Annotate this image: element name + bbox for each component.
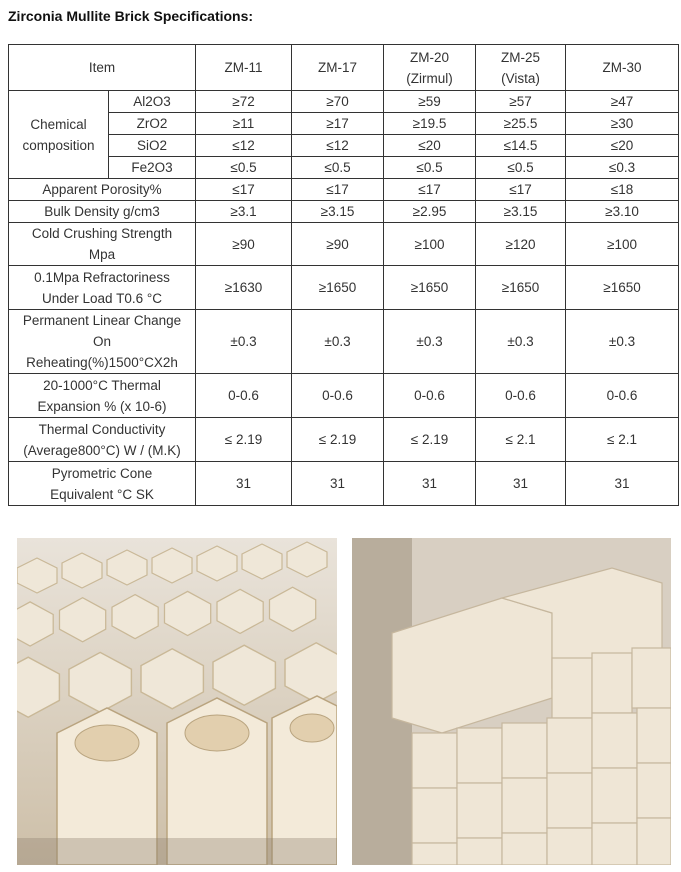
table-cell bbox=[292, 91, 384, 113]
cell-value: ≥59 bbox=[418, 94, 441, 109]
table-cell bbox=[566, 374, 679, 418]
table-cell bbox=[196, 201, 292, 223]
octagonal-bricks-photo bbox=[17, 538, 337, 865]
row-label-text: Equivalent °C SK bbox=[50, 486, 154, 502]
table-cell bbox=[292, 418, 384, 462]
row-label bbox=[109, 135, 196, 157]
cell-value: ≤17 bbox=[326, 182, 349, 197]
table-cell bbox=[476, 135, 566, 157]
table-cell bbox=[384, 223, 476, 266]
table-row bbox=[9, 223, 679, 266]
chemical-composition-label bbox=[9, 91, 109, 179]
grade-header bbox=[292, 45, 384, 91]
cell-value: ≥3.15 bbox=[320, 204, 355, 219]
table-cell bbox=[292, 135, 384, 157]
row-label bbox=[109, 113, 196, 135]
table-cell bbox=[566, 135, 679, 157]
cell-value: ≥30 bbox=[610, 116, 634, 131]
cell-value: ≤0.5 bbox=[324, 160, 351, 175]
cell-value: ±0.3 bbox=[507, 334, 534, 349]
cell-value: 0-0.6 bbox=[322, 388, 353, 403]
cell-value: 31 bbox=[236, 476, 252, 491]
row-label-text: On bbox=[93, 334, 112, 349]
chemical-label-line: Chemical bbox=[30, 116, 87, 132]
cell-value: ≥3.1 bbox=[230, 204, 257, 219]
cell-value: ≤14.5 bbox=[503, 138, 538, 153]
cell-value: ≤ 2.1 bbox=[607, 432, 637, 447]
cell-value: ≤12 bbox=[232, 138, 255, 153]
table-cell bbox=[476, 310, 566, 374]
cell-value: ≤ 2.1 bbox=[505, 432, 536, 447]
row-label-text: Permanent Linear Change bbox=[22, 313, 182, 328]
cell-value: ≤0.5 bbox=[230, 160, 257, 175]
cell-value: ±0.3 bbox=[416, 334, 443, 349]
table-cell bbox=[566, 418, 679, 462]
table-cell bbox=[566, 310, 679, 374]
table-cell bbox=[292, 179, 384, 201]
cell-value: ≥90 bbox=[326, 236, 349, 252]
row-label-text: Cold Crushing Strength bbox=[31, 226, 173, 241]
table-cell bbox=[196, 135, 292, 157]
row-label-text: Under Load T0.6 °C bbox=[42, 290, 162, 306]
grade-name: ZM-20 bbox=[410, 49, 450, 65]
cell-value: ≤17 bbox=[418, 182, 441, 197]
table-cell bbox=[196, 223, 292, 266]
grade-name: ZM-25 bbox=[501, 49, 541, 65]
cell-value: ≥72 bbox=[232, 94, 255, 109]
table-cell bbox=[384, 91, 476, 113]
row-label bbox=[9, 374, 196, 418]
table-row bbox=[9, 157, 679, 179]
cell-value: ≥11 bbox=[232, 116, 255, 131]
table-cell bbox=[476, 418, 566, 462]
row-label bbox=[109, 157, 196, 179]
cell-value: 31 bbox=[422, 476, 438, 491]
table-row bbox=[9, 310, 679, 374]
grade-subname: (Zirmul) bbox=[406, 70, 453, 86]
table-cell bbox=[384, 113, 476, 135]
cell-value: 0-0.6 bbox=[414, 388, 445, 403]
table-row bbox=[9, 374, 679, 418]
row-label-text: Al2O3 bbox=[133, 94, 171, 109]
table-cell bbox=[292, 374, 384, 418]
cell-value: ≥57 bbox=[509, 94, 532, 109]
specifications-table bbox=[8, 44, 679, 506]
table-cell bbox=[566, 179, 679, 201]
table-cell bbox=[476, 179, 566, 201]
row-label-text: (Average800°C) W / (M.K) bbox=[23, 442, 181, 458]
table-cell bbox=[566, 223, 679, 266]
table-cell bbox=[476, 266, 566, 310]
table-cell bbox=[292, 462, 384, 506]
table-cell bbox=[384, 179, 476, 201]
cell-value: ≤20 bbox=[610, 138, 634, 153]
stacked-bricks-photo bbox=[352, 538, 671, 865]
table-cell bbox=[196, 157, 292, 179]
row-label-text: Reheating(%)1500°CX2h bbox=[26, 355, 178, 370]
cell-value: ≥100 bbox=[414, 236, 445, 252]
table-cell bbox=[196, 113, 292, 135]
table-cell bbox=[384, 310, 476, 374]
table-cell bbox=[384, 157, 476, 179]
table-cell bbox=[196, 462, 292, 506]
cell-value: ≥2.95 bbox=[412, 204, 447, 219]
page-title: Zirconia Mullite Brick Specifications: bbox=[8, 8, 254, 24]
item-header-label: Item bbox=[88, 60, 116, 75]
cell-value: ≥1650 bbox=[603, 280, 641, 295]
table-cell bbox=[292, 310, 384, 374]
cell-value: 0-0.6 bbox=[606, 388, 638, 403]
row-label bbox=[9, 266, 196, 310]
table-cell bbox=[476, 462, 566, 506]
table-cell bbox=[292, 201, 384, 223]
cell-value: ≥120 bbox=[505, 236, 536, 252]
cell-value: ≤0.5 bbox=[507, 160, 534, 175]
grade-header bbox=[384, 45, 476, 91]
table-cell bbox=[292, 266, 384, 310]
table-cell bbox=[476, 113, 566, 135]
table-cell bbox=[476, 201, 566, 223]
table-cell bbox=[384, 201, 476, 223]
cell-value: ±0.3 bbox=[324, 334, 351, 349]
cell-value: ≤0.3 bbox=[608, 160, 636, 175]
table-row bbox=[9, 91, 679, 113]
table-cell bbox=[566, 462, 679, 506]
cell-value: ≥1650 bbox=[410, 280, 449, 295]
cell-value: 31 bbox=[330, 476, 346, 491]
row-label-text: ZrO2 bbox=[136, 116, 168, 131]
table-cell bbox=[292, 157, 384, 179]
row-label-text: 20-1000°C Thermal bbox=[43, 377, 161, 393]
cell-value: 0-0.6 bbox=[228, 388, 259, 403]
table-cell bbox=[476, 91, 566, 113]
row-label-text: Apparent Porosity% bbox=[42, 182, 162, 197]
table-row bbox=[9, 179, 679, 201]
cell-value: ≤12 bbox=[326, 138, 349, 153]
table-cell bbox=[476, 374, 566, 418]
cell-value: ±0.3 bbox=[608, 334, 636, 349]
table-row bbox=[9, 266, 679, 310]
cell-value: ≥17 bbox=[326, 116, 349, 131]
grade-header bbox=[196, 45, 292, 91]
grade-header bbox=[566, 45, 679, 91]
row-label bbox=[9, 179, 196, 201]
table-row bbox=[9, 113, 679, 135]
cell-value: 31 bbox=[614, 476, 630, 491]
row-label-text: SiO2 bbox=[137, 138, 168, 153]
table-cell bbox=[566, 266, 679, 310]
table-row bbox=[9, 201, 679, 223]
table-cell bbox=[476, 157, 566, 179]
row-label bbox=[9, 201, 196, 223]
table-cell bbox=[196, 179, 292, 201]
grade-name: ZM-17 bbox=[318, 60, 358, 75]
row-label-text: Expansion % (x 10-6) bbox=[37, 398, 167, 414]
grade-header bbox=[476, 45, 566, 91]
table-cell bbox=[566, 157, 679, 179]
table-cell bbox=[196, 266, 292, 310]
table-cell bbox=[476, 223, 566, 266]
table-row bbox=[9, 135, 679, 157]
cell-value: ≤ 2.19 bbox=[224, 432, 263, 447]
table-cell bbox=[384, 462, 476, 506]
row-label-text: Fe2O3 bbox=[131, 160, 173, 175]
table-cell bbox=[292, 223, 384, 266]
table-cell bbox=[384, 135, 476, 157]
table-cell bbox=[196, 418, 292, 462]
cell-value: 31 bbox=[513, 476, 529, 491]
cell-value: ≤17 bbox=[509, 182, 532, 197]
cell-value: ≥19.5 bbox=[412, 116, 447, 131]
chemical-label-line: composition bbox=[22, 137, 95, 153]
row-label-text: 0.1Mpa Refractoriness bbox=[34, 269, 170, 285]
table-cell bbox=[384, 418, 476, 462]
grade-subname: (Vista) bbox=[501, 70, 540, 86]
table-cell bbox=[566, 201, 679, 223]
table-cell bbox=[196, 310, 292, 374]
cell-value: ≥100 bbox=[607, 236, 637, 252]
table-row bbox=[9, 462, 679, 506]
row-label bbox=[9, 462, 196, 506]
cell-value: 0-0.6 bbox=[505, 388, 536, 403]
cell-value: ≥90 bbox=[232, 236, 255, 252]
cell-value: ≤ 2.19 bbox=[410, 432, 449, 447]
cell-value: ≤0.5 bbox=[416, 160, 443, 175]
row-label bbox=[9, 223, 196, 266]
cell-value: ≥1630 bbox=[224, 280, 263, 295]
item-header bbox=[9, 45, 196, 91]
table-cell bbox=[292, 113, 384, 135]
cell-value: ≤20 bbox=[418, 138, 441, 153]
cell-value: ≥3.10 bbox=[605, 204, 639, 219]
table-cell bbox=[196, 91, 292, 113]
row-label bbox=[9, 418, 196, 462]
row-label-text: Mpa bbox=[88, 247, 116, 262]
table-row bbox=[9, 418, 679, 462]
row-label-text: Bulk Density g/cm3 bbox=[44, 204, 160, 219]
table-cell bbox=[566, 113, 679, 135]
row-label bbox=[109, 91, 196, 113]
cell-value: ≥70 bbox=[326, 94, 349, 109]
cell-value: ≤18 bbox=[610, 182, 634, 197]
cell-value: ≥25.5 bbox=[503, 116, 538, 131]
cell-value: ≥47 bbox=[610, 94, 634, 109]
table-header-row bbox=[9, 45, 679, 91]
cell-value: ≤ 2.19 bbox=[318, 432, 357, 447]
cell-value: ≥1650 bbox=[318, 280, 357, 295]
cell-value: ≥1650 bbox=[501, 280, 540, 295]
grade-name: ZM-30 bbox=[602, 60, 642, 75]
grade-name: ZM-11 bbox=[224, 60, 263, 75]
row-label bbox=[9, 310, 196, 374]
cell-value: ≤17 bbox=[232, 182, 255, 197]
table-cell bbox=[566, 91, 679, 113]
table-cell bbox=[196, 374, 292, 418]
row-label-text: Pyrometric Cone bbox=[51, 465, 153, 481]
cell-value: ≥3.15 bbox=[503, 204, 538, 219]
row-label-text: Thermal Conductivity bbox=[38, 421, 166, 437]
table-cell bbox=[384, 266, 476, 310]
table-cell bbox=[384, 374, 476, 418]
cell-value: ±0.3 bbox=[230, 334, 257, 349]
